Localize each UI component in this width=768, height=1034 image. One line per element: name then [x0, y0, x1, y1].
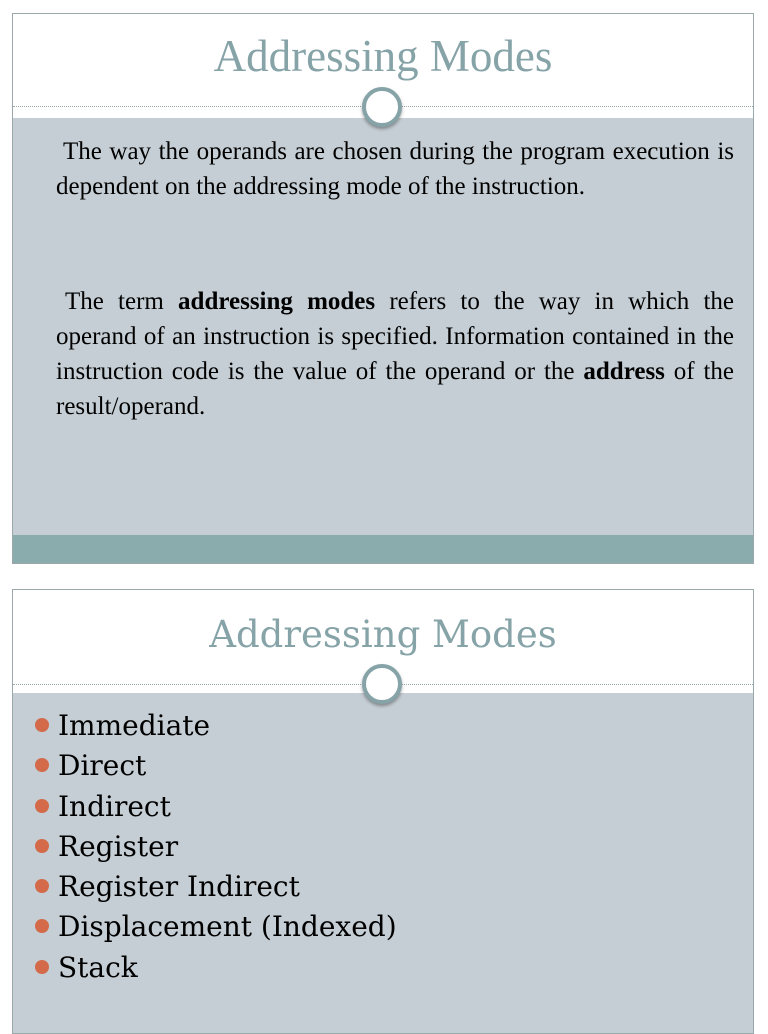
- slide-title: Addressing Modes: [209, 613, 557, 656]
- bold-term-address: address: [583, 358, 665, 385]
- text-span: of the result/operand.: [56, 358, 735, 420]
- circle-ornament-icon: [362, 664, 402, 704]
- bullet-dot-icon: [35, 758, 49, 772]
- list-item: [33, 706, 397, 746]
- bullet-dot-icon: [35, 718, 49, 732]
- list-item-label: Displacement (Indexed): [58, 910, 397, 944]
- circle-ornament-icon: [362, 87, 402, 127]
- text-span: refers to the way in which the operand of an instruction is specified. Information contained in the instruction code is the value of the operand or the: [56, 288, 734, 385]
- list-item-label: Direct: [58, 749, 147, 783]
- paragraph-operands: The way the operands are chosen during the program execution is dependent on the addressing mode of the instruction.: [56, 138, 734, 200]
- bold-term-addressing-modes: addressing modes: [178, 288, 376, 315]
- list-item-label: Stack: [58, 950, 138, 984]
- list-item-label: Immediate: [58, 709, 211, 742]
- list-item: [33, 867, 397, 907]
- list-item-label: Register: [58, 829, 179, 863]
- list-item: [33, 948, 397, 988]
- list-item-label: Indirect: [58, 789, 171, 823]
- list-item: [33, 787, 397, 827]
- addressing-modes-list: [33, 706, 397, 988]
- footer-band: [13, 535, 753, 563]
- list-item-label: Register Indirect: [58, 870, 300, 904]
- bullet-dot-icon: [35, 799, 49, 813]
- paragraph-addressing-modes: [56, 284, 734, 424]
- bullet-dot-icon: [35, 919, 49, 933]
- list-item: [33, 907, 397, 947]
- text-span: The term: [65, 288, 179, 315]
- slide-2: [12, 589, 754, 1034]
- slide-1: [12, 13, 754, 564]
- bullet-dot-icon: [35, 879, 49, 893]
- bullet-dot-icon: [35, 960, 49, 974]
- list-item: [33, 746, 397, 786]
- list-item: [33, 827, 397, 867]
- bullet-dot-icon: [35, 839, 49, 853]
- slide-title: Addressing Modes: [213, 31, 553, 81]
